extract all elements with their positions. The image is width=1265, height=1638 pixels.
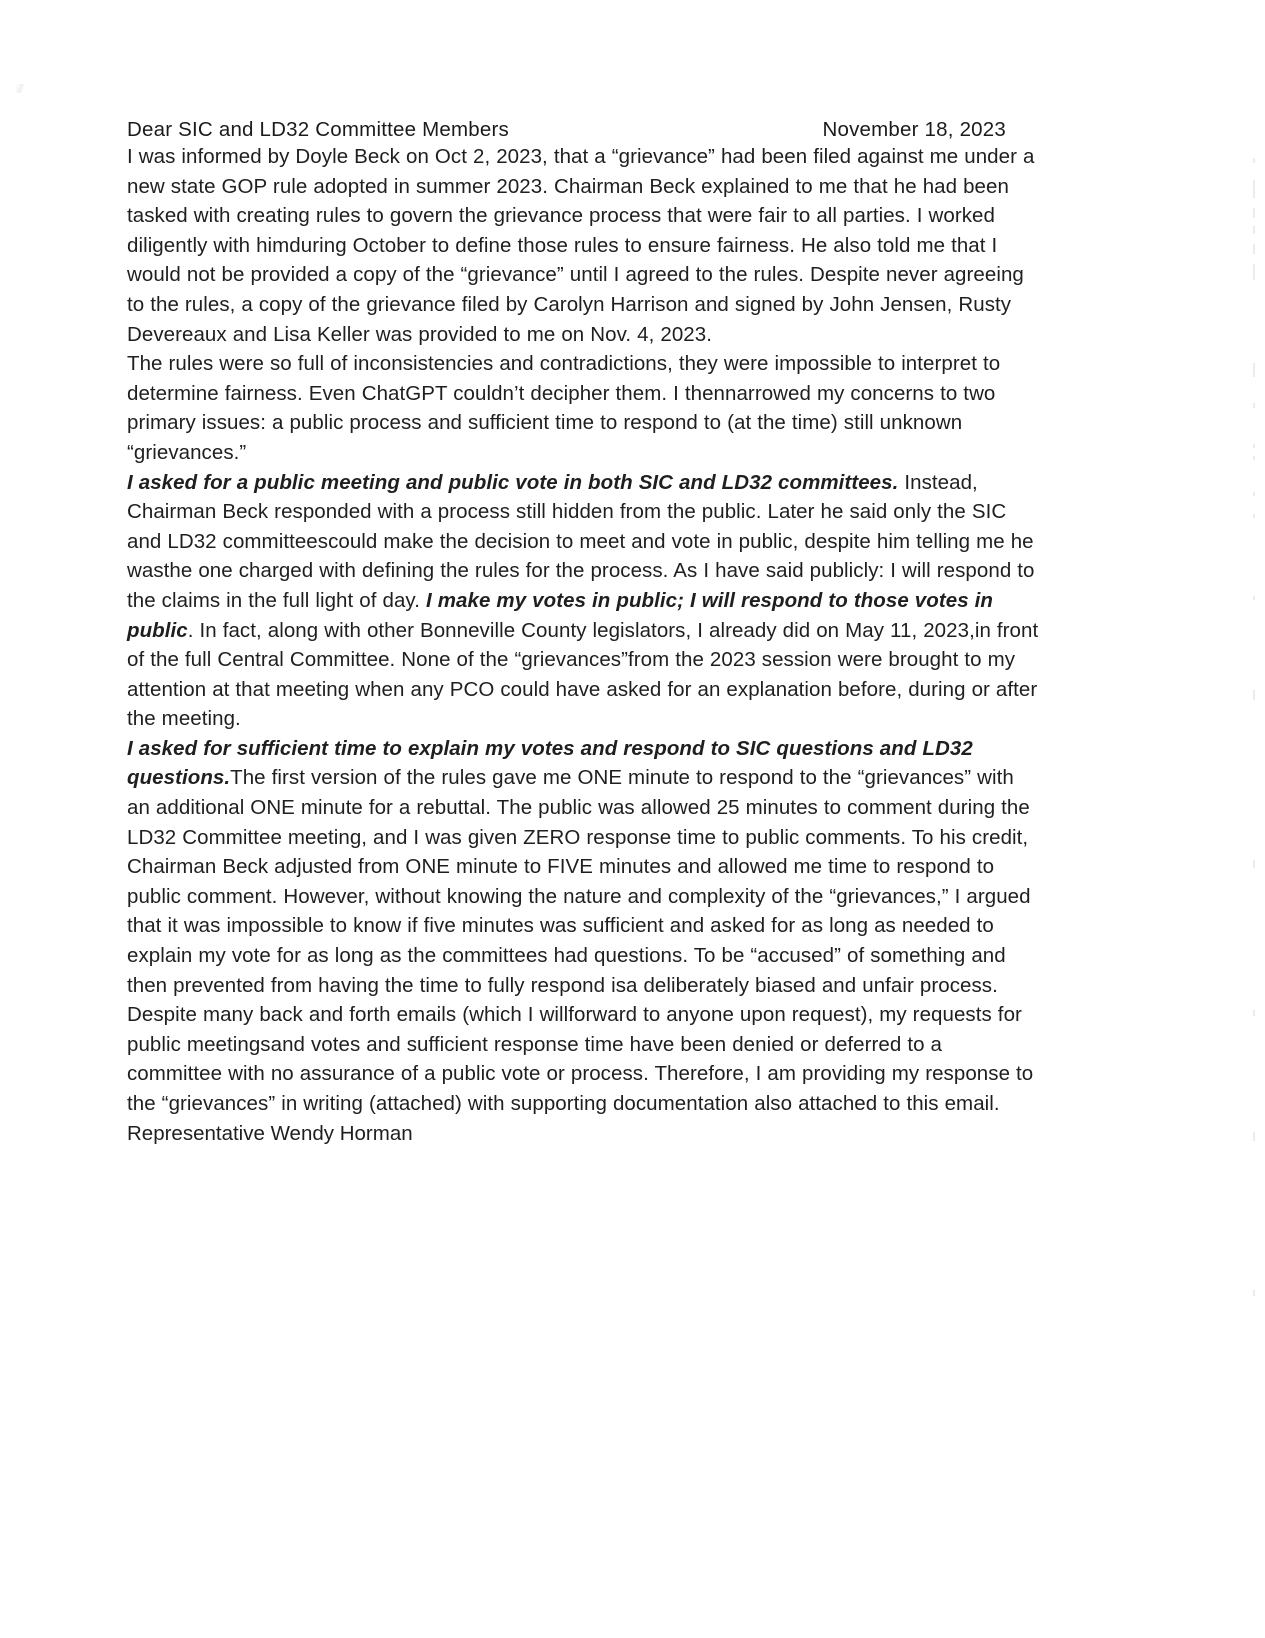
paragraph-4-lead: I asked for sufficient time to explain my votes and respond to SIC questions and LD32 questions. [127,736,973,790]
scan-artifact-right-8 [1253,403,1255,408]
scan-artifact-right-13 [1253,596,1255,600]
scan-artifact-right-9 [1253,444,1255,448]
paragraph-4-text: The first version of the rules gave me ONE minute to respond to the “grievances” with an additional ONE minute for a rebuttal. The public was allowed 25 minutes to comment during the LD32 Committee meeting, and I was given ZERO response time to public comments. To his credit, Chairman Beck adjusted from ONE minute to FIVE minutes and allowed me time to respond to public comment. However, without knowing the nature and complexity of the “grievances,” I argued that it was impossible to know if five minutes was sufficient and asked for as long as needed to explain my vote for as long as the committees had questions. To be “accused” of something and then prevented from having the time to fully respond isa deliberately biased and unfair process. [127,766,1031,997]
paragraph-3-text-a: Instead, Chairman Beck responded with a process still hidden from the public. Later he said only the SIC and LD32 committeescould make the decision to meet and vote in public, despite him telling me he wasthe one charged with defining the rules for the process. As I have said publicly: I will respond to the claims in the full light of day. [127,470,1035,612]
letter-date: November 18, 2023 [822,118,1006,141]
scan-artifact-right-6 [1253,264,1255,280]
scan-artifact-right-16 [1253,1010,1255,1016]
letter-body [127,118,1042,1148]
scan-artifact-right-17 [1253,1132,1255,1141]
paragraph-3-text-b: . In fact, along with other Bonneville County legislators, I already did on May 11, 2023,in front of the full Central Committee. None of the “grievances”from the 2023 session were brought to my attention at that meeting when any PCO could have asked for an explanation before, during or after the meeting. [127,618,1039,731]
scan-artifact-right-12 [1253,514,1255,518]
paragraph-3 [127,468,1042,734]
signature-line: Representative Wendy Horman [127,1121,413,1145]
paragraph-5: Despite many back and forth emails (which I willforward to anyone upon request), my requests for public meetingsand votes and sufficient response time have been denied or deferred to a committee with no assurance of a public vote or process. Therefore, I am providing my response to the “grievances” in writing (attached) with supporting documentation also attached to this email. [127,1003,1034,1115]
scan-artifact-right-10 [1253,456,1255,460]
scan-artifact-right-3 [1253,208,1255,218]
scan-artifact-right-18 [1253,1290,1255,1296]
paragraph-3-lead: I asked for a public meeting and public vote in both SIC and LD32 committees. [127,470,899,494]
letter-header [127,118,1042,142]
scan-artifact-right-1 [1253,158,1255,163]
scan-artifact-right-2 [1253,180,1255,198]
paragraph-2: The rules were so full of inconsistencies and contradictions, they were impossible to interpret to determine fairness. Even ChatGPT couldn’t decipher them. I thennarrowed my concerns to two primary issues: a public process and sufficient time to respond to (at the time) still unknown “grievances.” [127,352,1001,464]
paragraph-4 [127,734,1042,1000]
scan-artifact-right-4 [1253,226,1255,234]
paragraph-3-emphasis: I make my votes in public; I will respond to those votes in public [127,588,994,642]
scan-artifact-right-15 [1253,860,1255,868]
scan-artifact-right-7 [1253,363,1255,377]
scan-artifact-left [16,84,28,93]
scan-artifact-right-14 [1253,690,1255,700]
scan-artifact-right-11 [1253,492,1255,496]
salutation: Dear SIC and LD32 Committee Members [127,118,510,141]
scan-artifact-right-5 [1253,244,1255,254]
paragraph-1: I was informed by Doyle Beck on Oct 2, 2023, that a “grievance” had been filed against me under a new state GOP rule adopted in summer 2023. Chairman Beck explained to me that he had been tasked with creating rules to govern the grievance process that were fair to all parties. I worked diligently with himduring October to define those rules to ensure fairness. He also told me that I would not be provided a copy of the “grievance” until I agreed to the rules. Despite never agreeing to the rules, a copy of the grievance filed by Carolyn Harrison and signed by John Jensen, Rusty Devereaux and Lisa Keller was provided to me on Nov. 4, 2023. [127,145,1035,346]
